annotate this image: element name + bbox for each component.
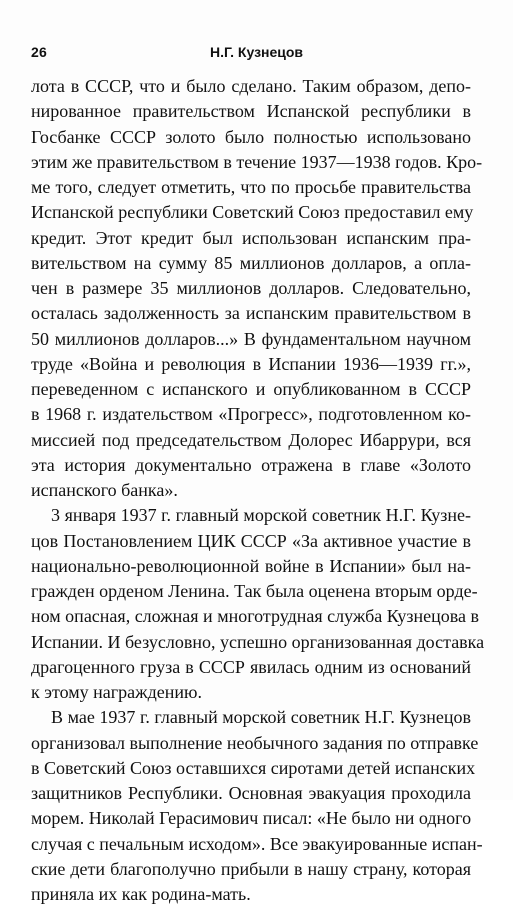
text-line: ме того, следует отметить, что по просьбе правительства [31,177,471,197]
text-line: нированное правительством Испанской республики в [31,101,471,122]
paragraph [31,74,483,503]
text-line: осталась задолженность за испанским правительством в [31,303,471,324]
text-line: испанского банка». [31,480,178,500]
text-line: труде «Война и революция в Испании 1936—1939 гг.», [31,353,471,374]
text-line: чен в размере 35 миллионов долларов. Следовательно, [31,278,471,298]
text-line: в Советский Союз оставшихся сиротами детей испанских [31,757,476,778]
paragraph [31,503,485,705]
text-line: вительством на сумму 85 миллионов долларов, а опла- [31,252,471,273]
text-line: переведенном с испанского и опубликованном в СССР [31,379,471,399]
text-line: кредит. Этот кредит был использован испанским пра- [31,227,471,248]
text-line: В мае 1937 г. главный морской советник Н.Г. Кузнецов [51,707,471,728]
text-line: организовал выполнение необычного задания по отправке [31,732,479,753]
text-line: морем. Николай Герасимович писал: «Не было ни одного [31,808,472,829]
body-text [31,74,485,907]
text-line: защитников Республики. Основная эвакуация проходила [31,783,471,803]
text-line: этим же правительством в течение 1937—1938 годов. Кро- [31,151,483,172]
text-line: цов Постановлением ЦИК СССР «За активное участие в [31,530,471,551]
text-line: 3 января 1937 г. главный морской советник Н.Г. Кузне- [51,505,471,526]
paragraph [31,705,483,907]
text-line: в 1968 г. издательством «Прогресс», подготовленном ко- [31,404,471,425]
text-line: приняла их как родина-мать. [31,884,251,904]
text-line: ном опасная, сложная и многотрудная служба Кузнецова в [31,606,480,627]
text-line: гражден орденом Ленина. Так была оценена вторым орде- [31,581,478,601]
text-line: драгоценного груза в СССР явилась одним из оснований [31,656,471,677]
text-line: национально-революционной войне в Испании» был на- [31,555,471,576]
text-line: случая с печальным исходом». Все эвакуированные испан- [31,833,483,854]
text-line: ские дети благополучно прибыли в нашу страну, которая [31,858,471,879]
running-head-author: Н.Г. Кузнецов [209,44,304,60]
text-line: к этому награждению. [31,682,202,702]
text-line: эта история документально отражена в главе «Золото [31,454,471,475]
text-line: миссией под председательством Долорес Ибаррури, вся [31,429,471,450]
text-line: лота в СССР, что и было сделано. Таким образом, депо- [31,76,471,96]
text-line: Испанской республики Советский Союз предоставил ему [31,202,474,223]
text-line: Госбанке СССР золото было полностью использовано [31,126,471,147]
text-line: Испании. И безусловно, успешно организованная доставка [31,631,485,652]
page-number: 26 [31,44,47,60]
text-line: 50 миллионов долларов...» В фундаментальном научном [31,328,471,349]
